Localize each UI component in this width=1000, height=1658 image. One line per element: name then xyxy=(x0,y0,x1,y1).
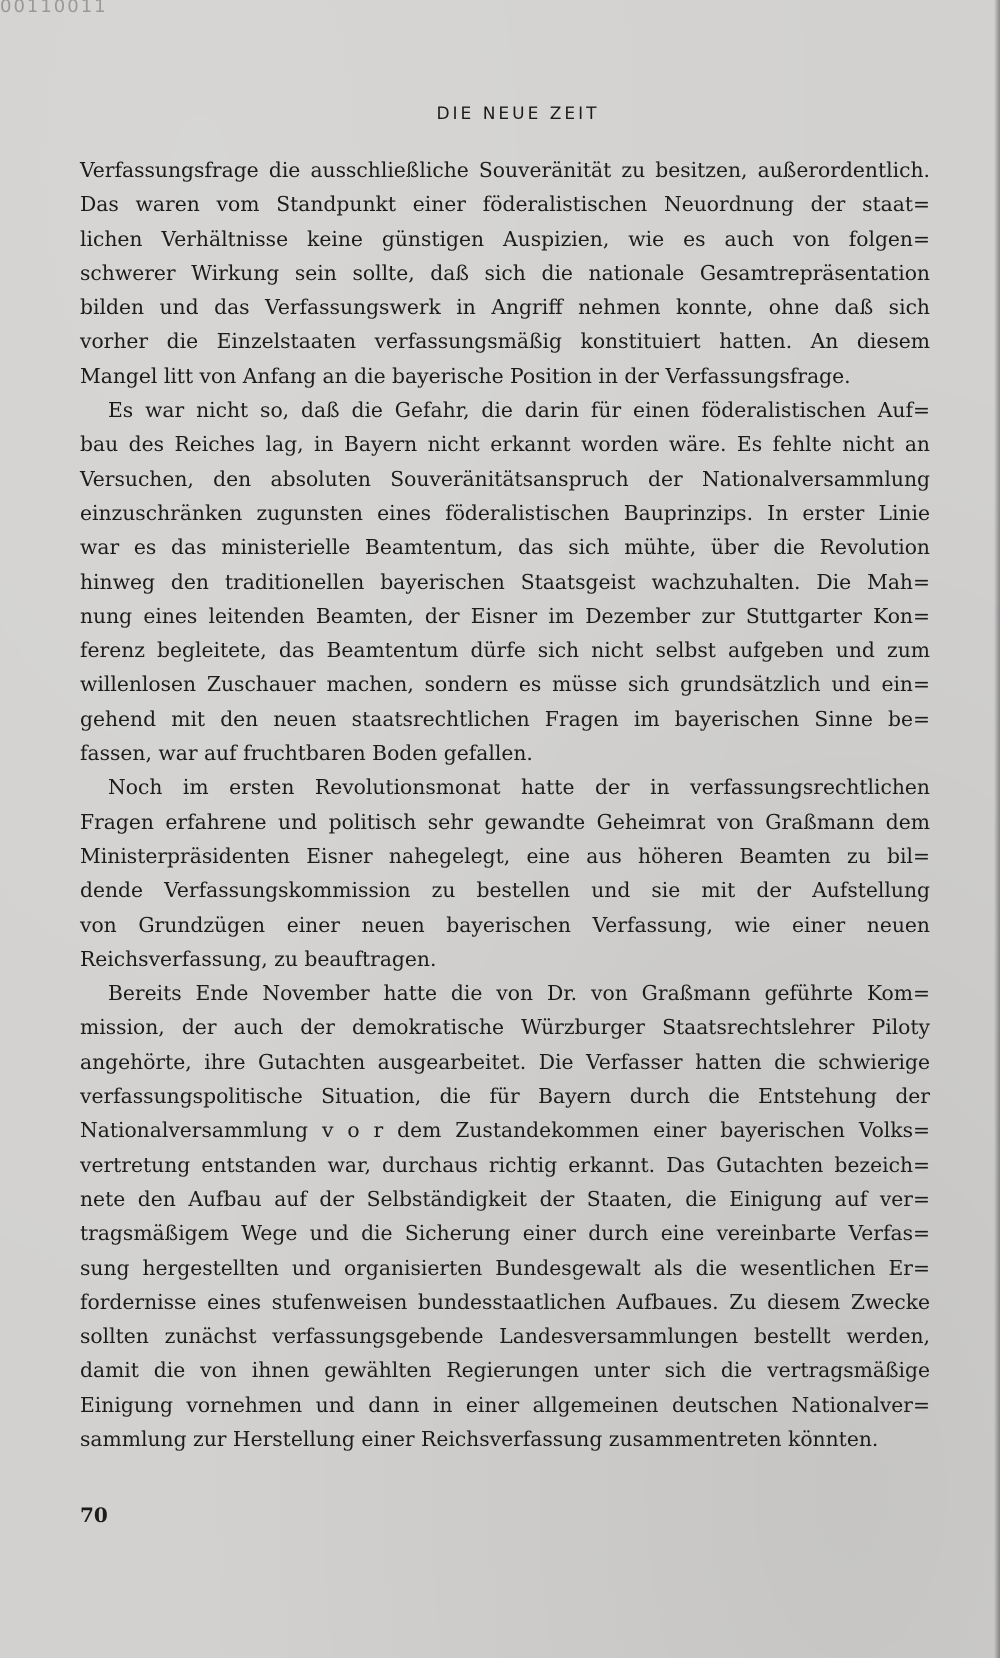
text-line: nete den Aufbau auf der Selbständigkeit der Staaten, die Einigung auf ver= xyxy=(80,1186,930,1211)
running-head: DIE NEUE ZEIT xyxy=(436,104,600,124)
page-number: 70 xyxy=(80,1503,108,1527)
text-line: Einigung vornehmen und dann in einer allgemeinen deutschen Nationalver= xyxy=(80,1392,930,1417)
text-line: angehörte, ihre Gutachten ausgearbeitet. Die Verfasser hatten die schwierige xyxy=(80,1049,930,1074)
text-line: damit die von ihnen gewählten Regierungen unter sich die vertragsmäßige xyxy=(80,1358,930,1383)
text-line: Es war nicht so, daß die Gefahr, die darin für einen föderalistischen Auf= xyxy=(108,398,930,423)
paragraph xyxy=(80,153,930,393)
text-line: fassen, war auf fruchtbaren Boden gefallen. xyxy=(80,741,533,766)
text-line: Mangel litt von Anfang an die bayerische Position in der Verfassungsfrage. xyxy=(80,363,851,388)
text-line: hinweg den traditionellen bayerischen Staatsgeist wachzuhalten. Die Mah= xyxy=(80,569,930,594)
text-line: Versuchen, den absoluten Souveränitätsanspruch der Nationalversammlung xyxy=(80,466,930,491)
text-line: Bereits Ende November hatte die von Dr. von Graßmann geführte Kom= xyxy=(108,981,930,1006)
text-line: lichen Verhältnisse keine günstigen Auspizien, wie es auch von folgen= xyxy=(80,226,930,251)
text-line: tragsmäßigem Wege und die Sicherung einer durch eine vereinbarte Verfas= xyxy=(80,1221,930,1246)
text-line: nung eines leitenden Beamten, der Eisner im Dezember zur Stuttgarter Kon= xyxy=(80,603,930,628)
text-line: mission, der auch der demokratische Würzburger Staatsrechtslehrer Piloty xyxy=(80,1015,930,1040)
text-line: einzuschränken zugunsten eines föderalistischen Bauprinzips. In erster Linie xyxy=(80,500,930,525)
text-line: sammlung zur Herstellung einer Reichsverfassung zusammentreten könnten. xyxy=(80,1426,879,1451)
text-line: von Grundzügen einer neuen bayerischen Verfassung, wie einer neuen xyxy=(80,912,930,937)
text-line: gehend mit den neuen staatsrechtlichen Fragen im bayerischen Sinne be= xyxy=(80,706,930,731)
text-line: ferenz begleitete, das Beamtentum dürfe sich nicht selbst aufgeben und zum xyxy=(80,638,930,663)
text-line: verfassungspolitische Situation, die für Bayern durch die Entstehung der xyxy=(80,1084,930,1109)
paragraph xyxy=(80,770,930,976)
body-text xyxy=(80,153,930,1456)
top-edge-text: 00110011 xyxy=(0,0,108,17)
text-line: willenlosen Zuschauer machen, sondern es müsse sich grundsätzlich und ein= xyxy=(80,672,930,697)
text-line: fordernisse eines stufenweisen bundesstaatlichen Aufbaues. Zu diesem Zwecke xyxy=(80,1289,930,1314)
text-line: Fragen erfahrene und politisch sehr gewandte Geheimrat von Graßmann dem xyxy=(80,809,930,834)
text-line: Reichsverfassung, zu beauftragen. xyxy=(80,946,437,971)
text-line: vertretung entstanden war, durchaus richtig erkannt. Das Gutachten bezeich= xyxy=(80,1152,930,1177)
paragraph xyxy=(80,393,930,770)
text-line: bau des Reiches lag, in Bayern nicht erkannt worden wäre. Es fehlte nicht an xyxy=(80,432,930,457)
text-line: sollten zunächst verfassungsgebende Landesversammlungen bestellt werden, xyxy=(80,1324,930,1349)
text-line: vorher die Einzelstaaten verfassungsmäßig konstituiert hatten. An diesem xyxy=(80,329,930,354)
text-line: Ministerpräsidenten Eisner nahegelegt, eine aus höheren Beamten zu bil= xyxy=(80,843,930,868)
text-line: schwerer Wirkung sein sollte, daß sich die nationale Gesamtrepräsentation xyxy=(80,260,930,285)
text-line: Nationalversammlung v o r dem Zustandekommen einer bayerischen Volks= xyxy=(80,1118,930,1143)
text-line: Verfassungsfrage die ausschließliche Souveränität zu besitzen, außerordentlich. xyxy=(80,158,930,182)
text-line: Das waren vom Standpunkt einer föderalistischen Neuordnung der staat= xyxy=(80,192,930,217)
text-line: Noch im ersten Revolutionsmonat hatte der in verfassungsrechtlichen xyxy=(108,775,930,800)
text-line: dende Verfassungskommission zu bestellen und sie mit der Aufstellung xyxy=(80,878,930,903)
text-line: war es das ministerielle Beamtentum, das sich mühte, über die Revolution xyxy=(80,535,930,560)
paragraph xyxy=(80,976,930,1456)
text-line: bilden und das Verfassungswerk in Angriff nehmen konnte, ohne daß sich xyxy=(80,295,930,320)
text-line: sung hergestellten und organisierten Bundesgewalt als die wesentlichen Er= xyxy=(80,1255,930,1280)
